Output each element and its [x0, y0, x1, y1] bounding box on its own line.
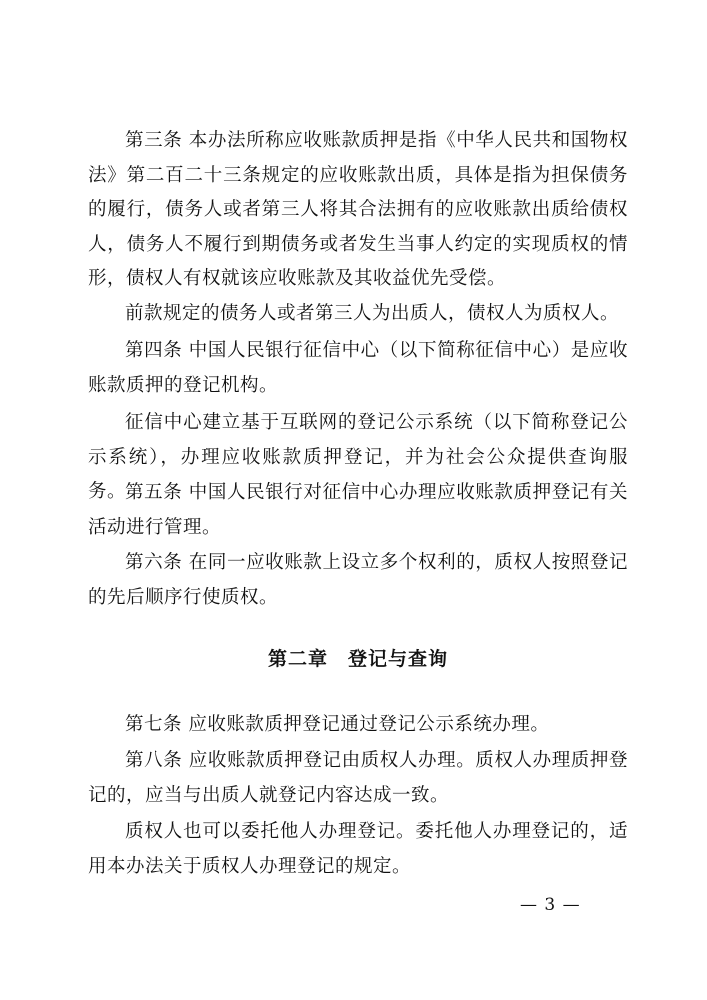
article-5-paragraph: 第五条 中国人民银行对征信中心办理应收账款质押登记有关活动进行管理。: [88, 482, 628, 538]
chapter-heading: 第二章 登记与查询: [267, 648, 448, 670]
article-4-paragraph: 第四条 中国人民银行征信中心（以下简称征信中心）是应收账款质押的登记机构。: [88, 340, 628, 396]
page-number: — 3 —: [520, 895, 581, 915]
article-7-paragraph: 第七条 应收账款质押登记通过登记公示系统办理。: [125, 714, 550, 735]
paragraph-registry-system: 征信中心建立基于互联网的登记公示系统（以下简称登记公示系统），办理应收账款质押登记，并为社会公众提供查询服务。: [88, 412, 628, 502]
paragraph-entrusted-registration: 质权人也可以委托他人办理登记。委托他人办理登记的，适用本办法关于质权人办理登记的规定。: [88, 821, 628, 877]
article-8-paragraph: 第八条 应收账款质押登记由质权人办理。质权人办理质押登记的，应当与出质人就登记内容达成一致。: [88, 750, 628, 806]
article-6-paragraph: 第六条 在同一应收账款上设立多个权利的，质权人按照登记的先后顺序行使质权。: [88, 552, 628, 608]
paragraph-pledgor-definition: 前款规定的债务人或者第三人为出质人，债权人为质权人。: [125, 303, 620, 324]
article-3-paragraph: 第三条 本办法所称应收账款质押是指《中华人民共和国物权法》第二百二十三条规定的应收账款出质，具体是指为担保债务的履行，债务人或者第三人将其合法拥有的应收账款出质给债权人，债务人不履行到期债务或者发生当事人约定的实现质权的情形，债权人有权就该应收账款及其收益优先受偿。: [88, 130, 628, 289]
